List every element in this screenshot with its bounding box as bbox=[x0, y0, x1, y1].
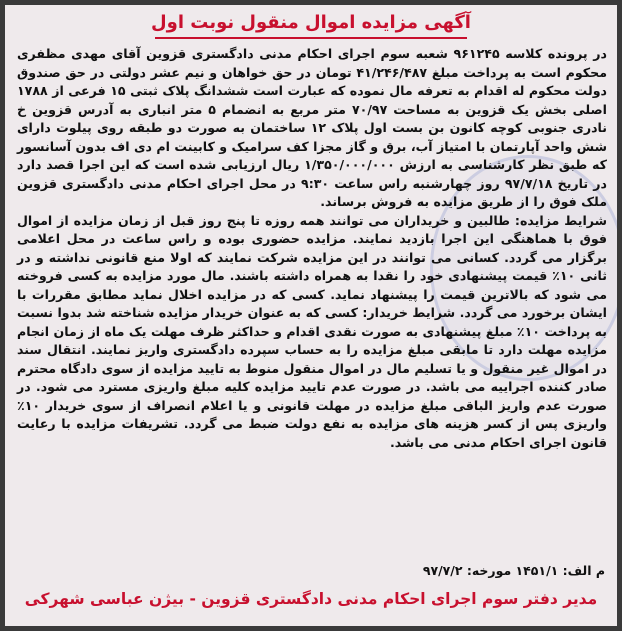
notice-body bbox=[17, 45, 607, 452]
signature-line: مدیر دفتر سوم اجرای احکام مدنی دادگستری قزوین - بیژن عباسی شهرکی bbox=[24, 590, 598, 608]
notice-title: آگهی مزایده اموال منقول نوبت اول bbox=[151, 12, 471, 33]
reference-number: م الف: ۱۴۵۱/۱ مورخه: ۹۷/۷/۲ bbox=[422, 563, 605, 578]
title-underline bbox=[155, 37, 467, 39]
case-paragraph: در پرونده کلاسه ۹۶۱۲۴۵ شعبه سوم اجرای احکام مدنی دادگستری قزوین آقای مهدی مظفری محکوم است به پرداخت مبلغ ۴۱/۲۴۶/۴۸۷ تومان در حق خواهان و نیم عشر دولتی در حق صندوق دولت محکوم له اقدام به تعرفه مال نموده که عبارت است ششدانگ پلاک ثبتی ۱۵ فرعی از ۱۷۸۸ اصلی بخش یک قزوین به مساحت ۷۰/۹۷ متر مربع به انضمام ۵ متر انباری به آدرس قزوین خ نادری جنوبی کوچه کانون بن بست اول پلاک ۱۲ ساختمان به صورت دو طبقه روی پیلوت دارای شش واحد آپارتمان با امتیاز آب، برق و گاز مجزا کف سرامیک و کابینت ام دی اف بدون آسانسور که طبق نظر کارشناسی به ارزش ۱/۳۵۰/۰۰۰/۰۰۰ ریال ارزیابی شده است که این اجرا قصد دارد در تاریخ ۹۷/۷/۱۸ روز چهارشنبه راس ساعت ۹:۳۰ در محل اجرای احکام مدنی دادگستری قزوین ملک فوق را از طریق مزایده به فروش برساند. bbox=[17, 46, 608, 209]
conditions-paragraph: شرایط مزایده: طالبین و خریداران می توانند همه روزه تا پنج روز قبل از زمان مزایده از اموال فوق با هماهنگی این اجرا بازدید نمایند. مزایده حضوری بوده و راس ساعت در محل اعلامی برگزار می گردد. کسانی می توانند در این مزایده شرکت نمایند که اولا منع قانونی نداشته و در ثانی ۱۰٪ قیمت پیشنهادی خود را نقدا به همراه داشته باشند. مال مورد مزایده به کسی فروخته می شود که بالاترین قیمت را پیشنهاد نماید. کسی که در مزایده اخلال نماید مطابق مقررات با ایشان برخورد می گردد. شرایط خریدار: کسی که به عنوان خریدار مزایده شناخته شد بدوا نسبت به پرداخت ۱۰٪ مبلغ پیشنهادی به صورت نقدی اقدام و حداکثر ظرف مهلت یک ماه از زمان انجام مزایده مهلت دارد تا مابقی مبلغ مزایده را به حساب سپرده دادگستری واریز نمایند. انتقال سند در اموال غیر منقول و یا تسلیم مال در اموال منقول منوط به تایید مزایده از سوی دادگاه محترم صادر کننده اجراییه می باشد. در صورت عدم تایید مزایده کلیه مبلغ واریزی مسترد می شود. در صورت عدم واریز الباقی مبلغ مزایده در مهلت قانونی و یا اعلام انصراف از سوی خریدار ۱۰٪ واریزی پس از کسر هزینه های مزایده به نفع دولت ضبط می گردد. تشریفات مزایده با رعایت قانون اجرای احکام مدنی می باشد. bbox=[17, 212, 608, 450]
